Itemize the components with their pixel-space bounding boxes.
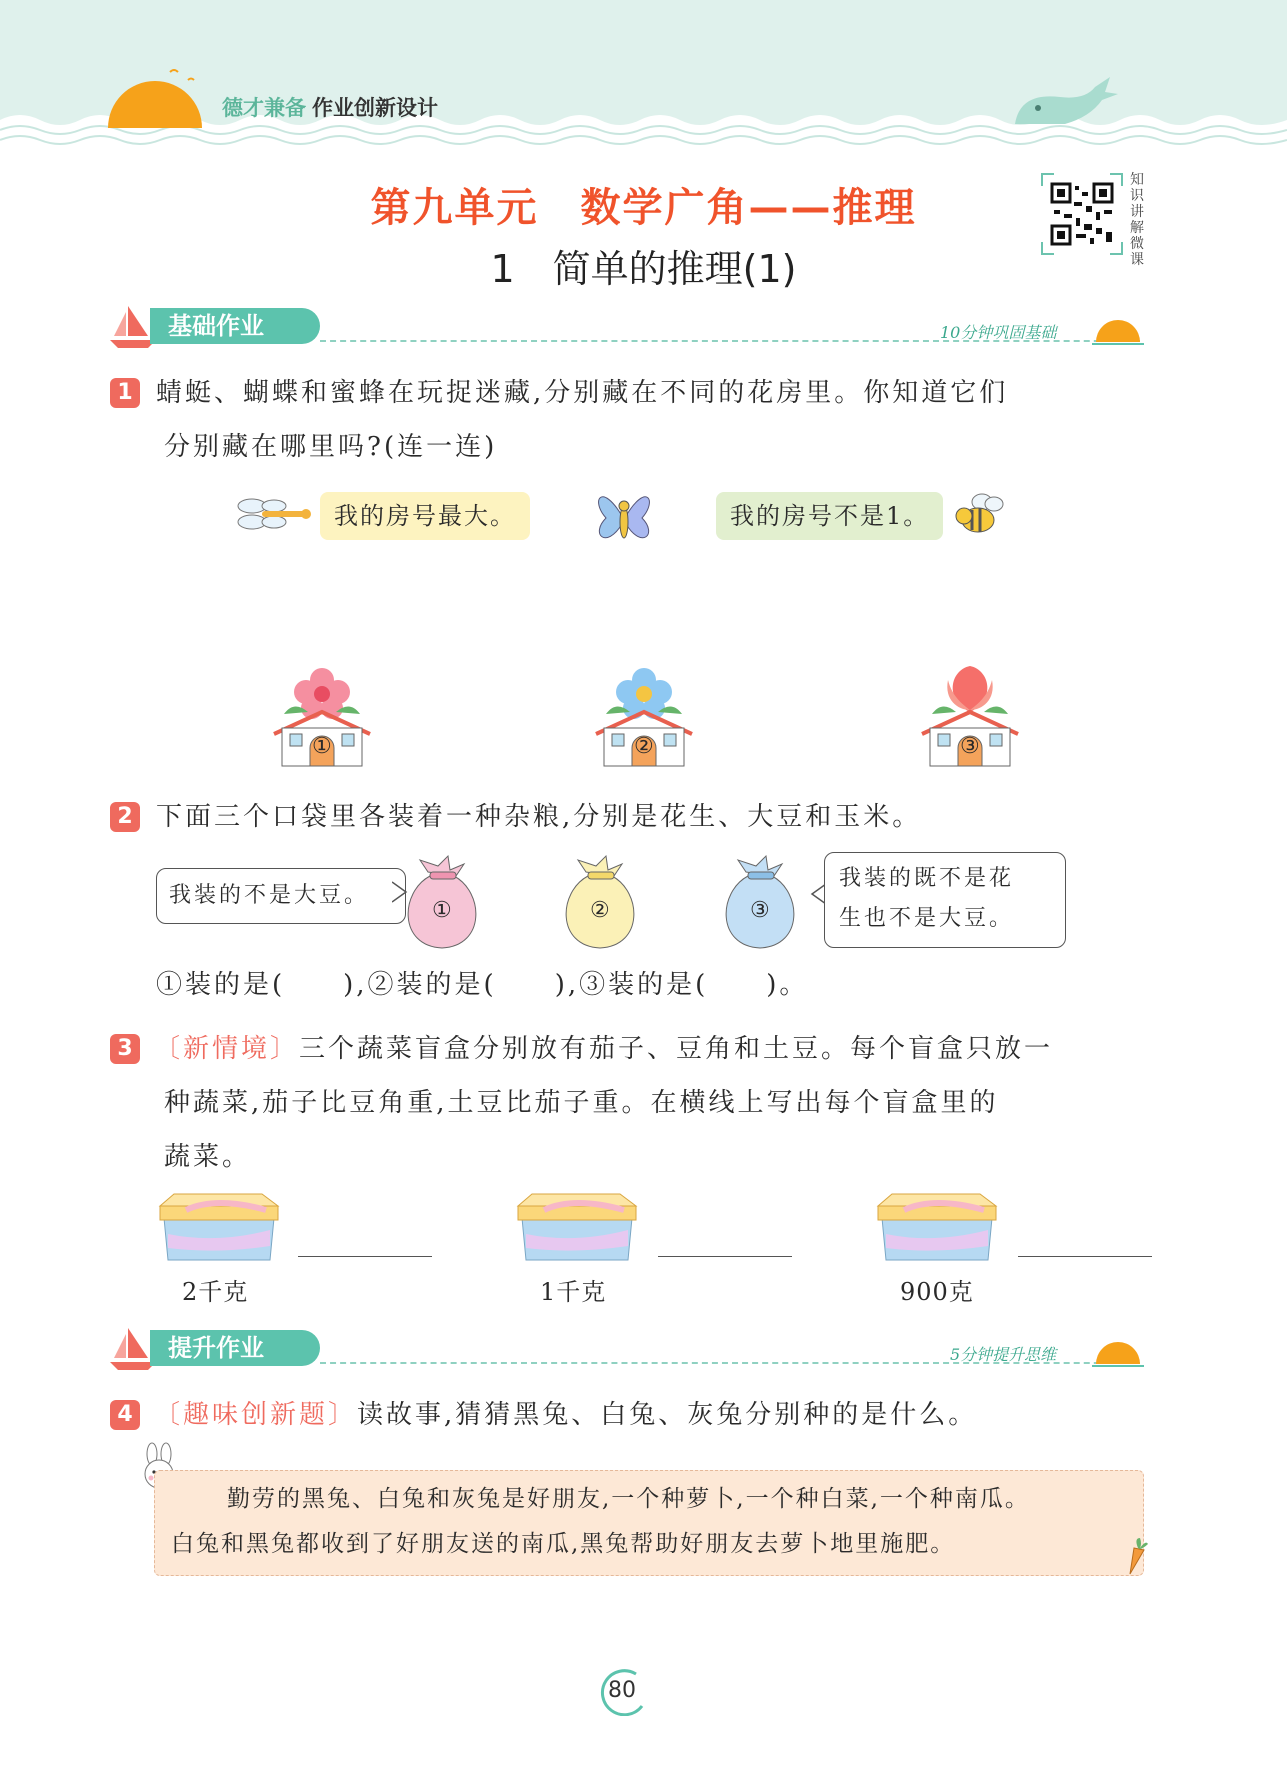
sun-icon <box>100 60 210 130</box>
q3-line2: 种蔬菜,茄子比豆角重,土豆比茄子重。在横线上写出每个盲盒里的 <box>164 1088 999 1118</box>
qr-label: 知识讲解微课 <box>1130 172 1144 268</box>
blind-box-3-icon[interactable] <box>874 1190 1004 1264</box>
q3-number-wrap <box>110 1034 140 1064</box>
brand-text <box>222 92 438 122</box>
bee-icon <box>952 488 1006 536</box>
q1-line1: 蜻蜓、蝴蝶和蜜蜂在玩捉迷藏,分别藏在不同的花房里。你知道它们 <box>156 378 1009 408</box>
section-basic-title: 基础作业 <box>168 312 264 340</box>
section-basic-tag: 10分钟巩固基础 <box>940 323 1057 342</box>
section-advanced-tag: 5分钟提升思维 <box>950 1345 1057 1364</box>
carrot-icon <box>1120 1536 1150 1576</box>
blind-box-2-icon[interactable] <box>514 1190 644 1264</box>
q2-speech1-text: 我装的不是大豆。 <box>169 883 370 908</box>
story-line2: 白兔和黑兔都收到了好朋友送的南瓜,黑兔帮助好朋友去萝卜地里施肥。 <box>171 1531 956 1557</box>
q4-tag: 〔趣味创新题〕 <box>154 1400 358 1430</box>
q1-number-wrap <box>110 378 140 408</box>
dragonfly-icon <box>236 492 312 536</box>
section-advanced-title: 提升作业 <box>168 1334 264 1362</box>
q4-number-wrap <box>110 1400 140 1430</box>
bag-2-label: ② <box>590 898 610 923</box>
house-1-label: ① <box>312 734 332 759</box>
weight-2: 1千克 <box>540 1278 607 1306</box>
brand-dark: 作业创新设计 <box>312 96 438 120</box>
brand-green: 德才兼备 <box>222 96 306 120</box>
q3-line1-wrap <box>154 1022 1164 1076</box>
q2-answer-line[interactable]: ①装的是( ),②装的是( ),③装的是( )。 <box>156 970 809 1000</box>
q1-number: 1 <box>110 378 140 408</box>
q1-bubble-bee: 我的房号不是1。 <box>716 492 943 540</box>
weight-1: 2千克 <box>182 1278 249 1306</box>
bag-1-label: ① <box>432 898 452 923</box>
page-number: 80 <box>608 1678 636 1703</box>
unit-title: 第九单元 数学广角——推理 <box>370 185 917 231</box>
blank-line-1[interactable] <box>298 1256 432 1257</box>
q1-line2: 分别藏在哪里吗?(连一连) <box>164 432 498 462</box>
sunset-icon-2 <box>1092 1334 1144 1368</box>
q2-speech-bag3 <box>824 852 1066 948</box>
q3-tag: 〔新情境〕 <box>154 1034 300 1064</box>
weight-3: 900克 <box>900 1278 974 1306</box>
q3-number: 3 <box>110 1034 140 1064</box>
bag-3-label: ③ <box>750 898 770 923</box>
lesson-title: 1 简单的推理(1) <box>490 247 797 291</box>
butterfly-icon <box>592 480 656 554</box>
sunset-icon <box>1092 312 1144 346</box>
q4-text: 读故事,猜猜黑兔、白兔、灰兔分别种的是什么。 <box>357 1400 978 1430</box>
house-3-label: ③ <box>960 734 980 759</box>
q2-speech3-line2: 生也不是大豆。 <box>839 906 1015 931</box>
whale-icon <box>1010 72 1120 132</box>
blank-line-2[interactable] <box>658 1256 792 1257</box>
section-basic-bar <box>150 308 320 344</box>
q2-text: 下面三个口袋里各装着一种杂粮,分别是花生、大豆和玉米。 <box>156 802 922 832</box>
qr-code-icon[interactable] <box>1040 172 1124 256</box>
q3-line3: 蔬菜。 <box>164 1142 252 1172</box>
story-box <box>154 1470 1144 1576</box>
blind-box-1-icon[interactable] <box>156 1190 286 1264</box>
q3-line1: 三个蔬菜盲盒分别放有茄子、豆角和土豆。每个盲盒只放一 <box>299 1034 1054 1064</box>
section-advanced-bar <box>150 1330 320 1366</box>
q4-text-wrap <box>154 1388 1164 1442</box>
q2-number-wrap <box>110 802 140 832</box>
blank-line-3[interactable] <box>1018 1256 1152 1257</box>
q2-speech3-line1: 我装的既不是花 <box>839 866 1015 891</box>
q4-number: 4 <box>110 1400 140 1430</box>
q2-number: 2 <box>110 802 140 832</box>
story-line1: 勤劳的黑兔、白兔和灰兔是好朋友,一个种萝卜,一个种白菜,一个种南瓜。 <box>227 1486 1030 1512</box>
house-2-label: ② <box>634 734 654 759</box>
q1-bubble-dragonfly: 我的房号最大。 <box>320 492 530 540</box>
q2-speech-bag1 <box>156 868 406 924</box>
